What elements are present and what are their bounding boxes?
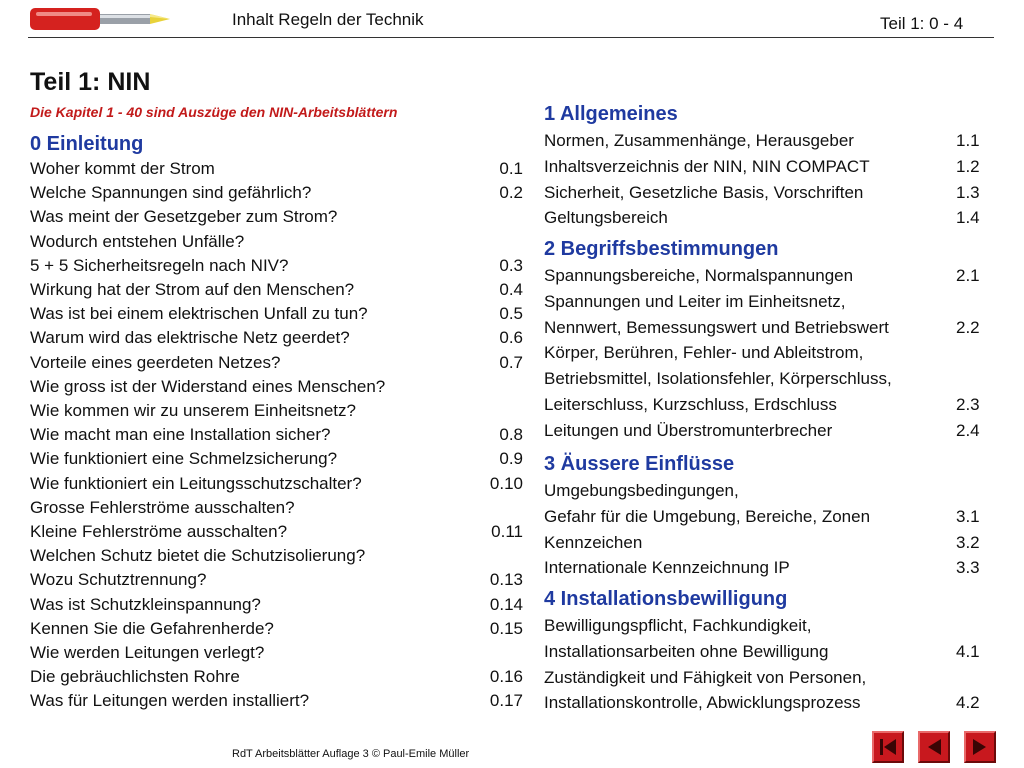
toc-entry[interactable] <box>30 472 523 496</box>
section-heading: 2 Begriffsbestimmungen <box>544 238 779 260</box>
toc-entry-title: Kennen Sie die Gefahrenherde? <box>30 618 274 638</box>
toc-entry-title: Installationsarbeiten ohne Bewilligung <box>544 641 829 661</box>
page-title: Teil 1: NIN <box>30 68 151 96</box>
toc-entry-number: 0.1 <box>499 159 523 178</box>
toc-entry-title: Umgebungsbedingungen, <box>544 481 739 500</box>
toc-entry-title: Betriebsmittel, Isolationsfehler, Körperschluss, <box>544 369 892 389</box>
toc-entry-title: Normen, Zusammenhänge, Herausgeber <box>544 131 854 150</box>
toc-entry-title: Wodurch entstehen Unfälle? <box>30 231 245 251</box>
toc-entry[interactable] <box>544 290 994 314</box>
toc-entry[interactable] <box>30 375 500 399</box>
toc-entry-title: Vorteile eines geerdeten Netzes? <box>30 352 281 372</box>
toc-entry-number: 3.2 <box>956 532 980 552</box>
toc-entry[interactable] <box>30 302 523 326</box>
header-title: Inhalt Regeln der Technik <box>232 10 424 29</box>
toc-entry-title: Wie kommen wir zu unserem Einheitsnetz? <box>30 401 356 420</box>
toc-entry[interactable] <box>30 157 523 181</box>
toc-entry[interactable] <box>544 316 994 340</box>
toc-entry-number: 0.2 <box>499 183 523 203</box>
toc-entry-number: 0.6 <box>499 328 523 348</box>
toc-entry[interactable] <box>544 206 994 230</box>
toc-entry-number: 0.5 <box>499 304 523 324</box>
toc-entry-number: 0.13 <box>489 570 523 590</box>
first-page-icon <box>874 733 902 761</box>
section-heading: 0 Einleitung <box>30 133 144 155</box>
toc-entry-title: Kleine Fehlerströme ausschalten? <box>30 522 288 541</box>
toc-entry-number: 0.10 <box>489 473 523 493</box>
toc-entry[interactable] <box>544 155 994 179</box>
toc-entry-title: Was meint der Gesetzgeber zum Strom? <box>30 207 338 227</box>
toc-entry[interactable] <box>30 205 500 229</box>
toc-entry-title: Geltungsbereich <box>544 208 668 228</box>
next-page-button[interactable] <box>964 731 996 763</box>
toc-entry-number: 0.8 <box>499 425 523 445</box>
toc-entry-title: Woher kommt der Strom <box>30 159 215 178</box>
screwdriver-logo <box>30 6 172 32</box>
toc-entry-title: Bewilligungspflicht, Fachkundigkeit, <box>544 616 812 635</box>
toc-entry[interactable] <box>544 264 994 288</box>
toc-entry-title: Wozu Schutztrennung? <box>30 570 207 590</box>
toc-entry[interactable] <box>30 593 523 617</box>
toc-entry-number: 0.15 <box>489 618 523 638</box>
toc-entry-title: Grosse Fehlerströme ausschalten? <box>30 497 295 517</box>
toc-entry-number: 0.4 <box>499 280 523 299</box>
toc-entry-title: Spannungen und Leiter im Einheitsnetz, <box>544 291 846 311</box>
toc-entry[interactable] <box>544 181 994 205</box>
toc-entry[interactable] <box>544 505 994 529</box>
toc-entry-title: Wie funktioniert eine Schmelzsicherung? <box>30 449 338 469</box>
toc-entry[interactable] <box>30 496 500 520</box>
toc-entry-number: 1.4 <box>956 208 980 228</box>
toc-entry[interactable] <box>30 641 500 665</box>
toc-entry-title: Welchen Schutz bietet die Schutzisolierung? <box>30 546 366 566</box>
page-indicator: Teil 1: 0 - 4 <box>880 14 964 33</box>
toc-entry[interactable] <box>30 665 523 689</box>
toc-entry-number: 4.2 <box>956 693 980 713</box>
toc-entry[interactable] <box>30 326 523 350</box>
toc-entry-title: Welche Spannungen sind gefährlich? <box>30 183 312 203</box>
toc-entry-title: Zuständigkeit und Fähigkeit von Personen, <box>544 667 867 687</box>
toc-entry-title: Die gebräuchlichsten Rohre <box>30 667 240 687</box>
toc-entry-number: 1.1 <box>956 131 980 150</box>
toc-entry-title: Leiterschluss, Kurzschluss, Erdschluss <box>544 395 837 414</box>
toc-entry-title: Inhaltsverzeichnis der NIN, NIN COMPACT <box>544 156 870 176</box>
section-heading: 1 Allgemeines <box>544 103 678 125</box>
toc-entry[interactable] <box>544 419 994 443</box>
toc-entry[interactable] <box>30 351 523 375</box>
toc-entry-number: 0.14 <box>489 594 523 614</box>
toc-entry-number: 0.3 <box>499 255 523 275</box>
toc-entry-number: 0.16 <box>489 667 523 687</box>
toc-entry[interactable] <box>30 230 500 254</box>
toc-entry[interactable] <box>544 367 994 391</box>
toc-entry-number: 0.11 <box>491 522 523 541</box>
toc-entry-title: Wirkung hat der Strom auf den Menschen? <box>30 280 355 299</box>
toc-entry[interactable] <box>30 181 523 205</box>
toc-entry-title: Was ist Schutzkleinspannung? <box>30 594 261 614</box>
toc-entry-title: Sicherheit, Gesetzliche Basis, Vorschriften <box>544 182 864 202</box>
toc-entry-number: 1.3 <box>956 182 980 202</box>
toc-entry[interactable] <box>30 254 523 278</box>
toc-entry[interactable] <box>30 399 500 423</box>
toc-entry[interactable] <box>30 278 523 302</box>
toc-entry[interactable] <box>544 531 994 555</box>
toc-entry[interactable] <box>544 479 994 503</box>
toc-entry-number: 0.17 <box>489 691 523 711</box>
previous-page-icon <box>920 733 948 761</box>
toc-entry-number: 2.1 <box>956 266 980 285</box>
toc-entry[interactable] <box>544 393 994 417</box>
toc-entry-number: 3.3 <box>956 558 980 578</box>
toc-entry-title: Spannungsbereiche, Normalspannungen <box>544 266 854 285</box>
subtitle: Die Kapitel 1 - 40 sind Auszüge den NIN-Arbeitsblättern <box>30 104 398 120</box>
toc-entry[interactable] <box>30 520 523 544</box>
toc-entry[interactable] <box>30 617 523 641</box>
toc-entry[interactable] <box>544 556 994 580</box>
toc-entry[interactable] <box>544 341 994 365</box>
toc-entry[interactable] <box>544 129 994 153</box>
toc-entry-number: 1.2 <box>956 156 980 176</box>
first-page-button[interactable] <box>872 731 904 763</box>
toc-entry[interactable] <box>544 640 994 664</box>
toc-entry-title: Wie werden Leitungen verlegt? <box>30 643 265 662</box>
toc-entry-number: 0.9 <box>499 449 523 469</box>
toc-entry-title: 5 + 5 Sicherheitsregeln nach NIV? <box>30 255 289 275</box>
toc-entry-title: Nennwert, Bemessungswert und Betriebswert <box>544 317 889 337</box>
toc-entry[interactable] <box>30 689 523 713</box>
toc-entry-number: 4.1 <box>956 641 980 661</box>
toc-entry[interactable] <box>30 447 523 471</box>
previous-page-button[interactable] <box>918 731 950 763</box>
toc-entry-title: Wie macht man eine Installation sicher? <box>30 425 331 445</box>
toc-entry[interactable] <box>30 568 523 592</box>
toc-entry[interactable] <box>544 614 994 638</box>
toc-entry-title: Was ist bei einem elektrischen Unfall zu tun? <box>30 304 368 324</box>
toc-entry-number: 2.2 <box>956 317 980 337</box>
toc-entry[interactable] <box>544 666 994 690</box>
toc-entry-title: Kennzeichen <box>544 532 643 552</box>
toc-entry-title: Körper, Berühren, Fehler- und Ableitstrom, <box>544 343 864 363</box>
footer-text: RdT Arbeitsblätter Auflage 3 © Paul-Emile Müller <box>232 748 470 760</box>
toc-entry-title: Warum wird das elektrische Netz geerdet? <box>30 328 350 348</box>
toc-entry-title: Installationskontrolle, Abwicklungsprozess <box>544 693 861 713</box>
toc-entry-title: Gefahr für die Umgebung, Bereiche, Zonen <box>544 506 871 526</box>
toc-entry-title: Leitungen und Überstromunterbrecher <box>544 420 833 440</box>
section-heading: 3 Äussere Einflüsse <box>544 453 735 475</box>
header-divider <box>28 37 994 38</box>
toc-entry-title: Wie funktioniert ein Leitungsschutzschalter? <box>30 473 362 493</box>
toc-entry-title: Wie gross ist der Widerstand eines Menschen? <box>30 376 386 396</box>
toc-entry-title: Was für Leitungen werden installiert? <box>30 691 310 711</box>
toc-entry[interactable] <box>544 691 994 715</box>
toc-entry-number: 2.4 <box>956 420 980 440</box>
toc-entry-title: Internationale Kennzeichnung IP <box>544 558 790 578</box>
toc-entry-number: 3.1 <box>956 506 980 526</box>
toc-entry[interactable] <box>30 544 500 568</box>
toc-entry[interactable] <box>30 423 523 447</box>
toc-entry-number: 0.7 <box>499 352 523 372</box>
toc-entry-number: 2.3 <box>956 395 980 414</box>
section-heading: 4 Installationsbewilligung <box>544 588 788 610</box>
next-page-icon <box>966 733 994 761</box>
